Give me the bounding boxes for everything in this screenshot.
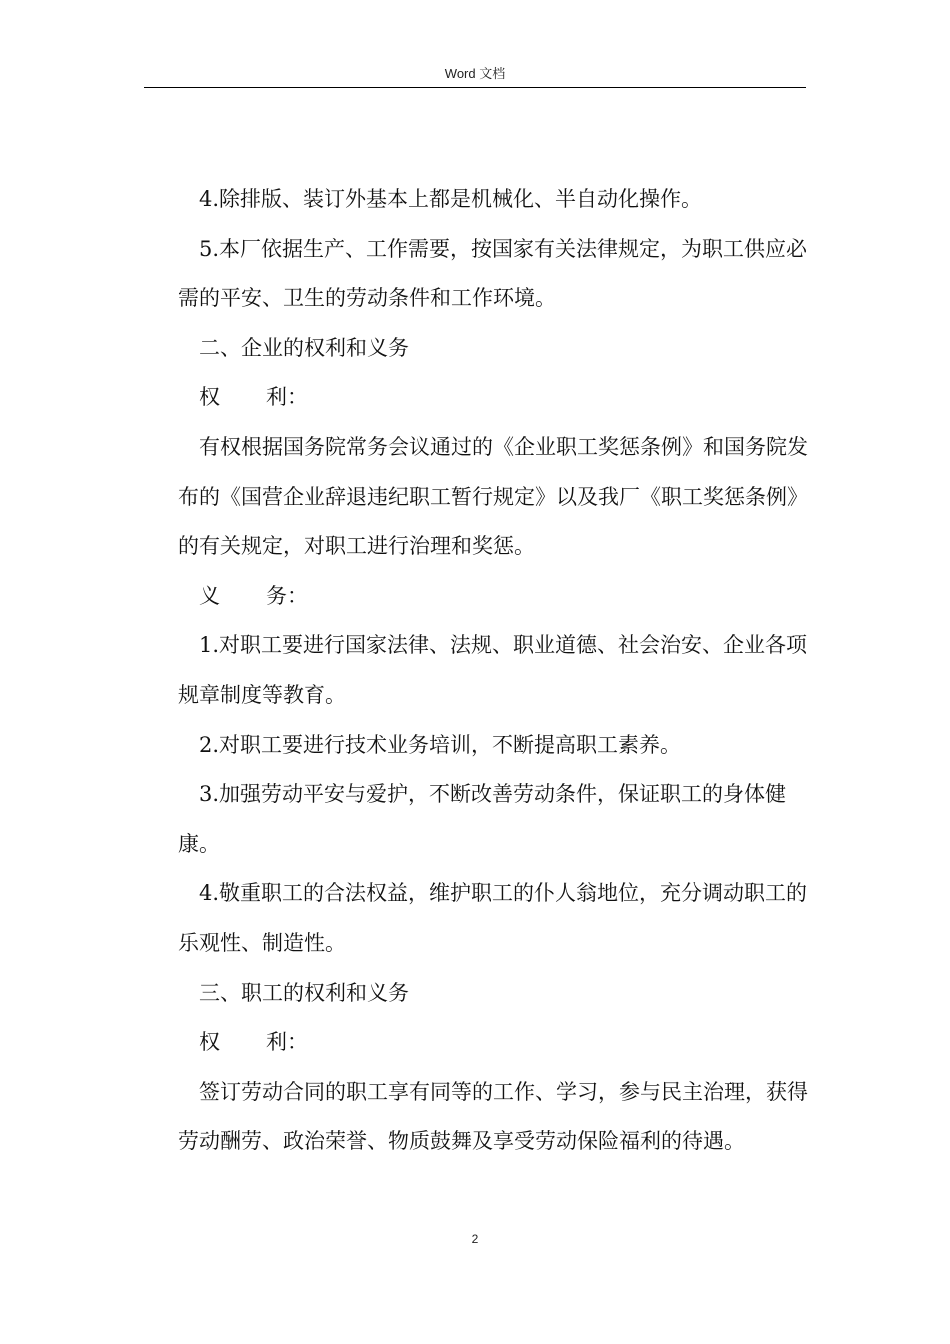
employee-rights-label-char-2: 利： bbox=[266, 1030, 308, 1055]
rights-label-char-2: 利： bbox=[266, 385, 308, 410]
duties-label-char-2: 务： bbox=[266, 583, 308, 608]
paragraph-duty-1: 1.对职工要进行国家法律、法规、职业道德、社会治安、企业各项规章制度等教育。 bbox=[178, 633, 808, 707]
paragraph-item-5-conditions: 5.本厂依据生产、工作需要，按国家有关法律规定，为职工供应必需的平安、卫生的劳动条件和工作环境。 bbox=[178, 236, 808, 311]
paragraph-duty-4: 4.敬重职工的合法权益，维护职工的仆人翁地位，充分调动职工的乐观性、制造性。 bbox=[178, 881, 808, 955]
section-heading-enterprise-rights: 二、企业的权利和义务 bbox=[199, 335, 409, 360]
document-header-label: Word 文档 bbox=[444, 66, 506, 81]
page-number: 2 bbox=[471, 1232, 479, 1246]
rights-label-char-1: 权 bbox=[199, 385, 220, 410]
subheading-duties bbox=[178, 572, 824, 622]
document-body bbox=[178, 175, 824, 1167]
paragraph-enterprise-rights: 有权根据国务院常务会议通过的《企业职工奖惩条例》和国务院发布的《国营企业辞退违纪职工暂行规定》以及我厂《职工奖惩条例》的有关规定，对职工进行治理和奖惩。 bbox=[178, 434, 808, 559]
paragraph-duty-3: 3.加强劳动平安与爱护，不断改善劳动条件，保证职工的身体健康。 bbox=[178, 782, 787, 856]
employee-rights-label-char-1: 权 bbox=[199, 1030, 220, 1055]
subheading-rights bbox=[178, 373, 824, 423]
paragraph-employee-rights: 签订劳动合同的职工享有同等的工作、学习，参与民主治理，获得劳动酬劳、政治荣誉、物质鼓舞及享受劳动保险福利的待遇。 bbox=[178, 1079, 808, 1154]
section-heading-employee-rights: 三、职工的权利和义务 bbox=[199, 980, 409, 1005]
paragraph-item-4-printing: 4.除排版、装订外基本上都是机械化、半自动化操作。 bbox=[199, 187, 703, 211]
duties-label-char-1: 义 bbox=[199, 583, 220, 608]
paragraph-duty-2: 2.对职工要进行技术业务培训，不断提高职工素养。 bbox=[199, 732, 682, 757]
header-divider bbox=[144, 87, 806, 88]
subheading-employee-rights bbox=[178, 1018, 824, 1068]
